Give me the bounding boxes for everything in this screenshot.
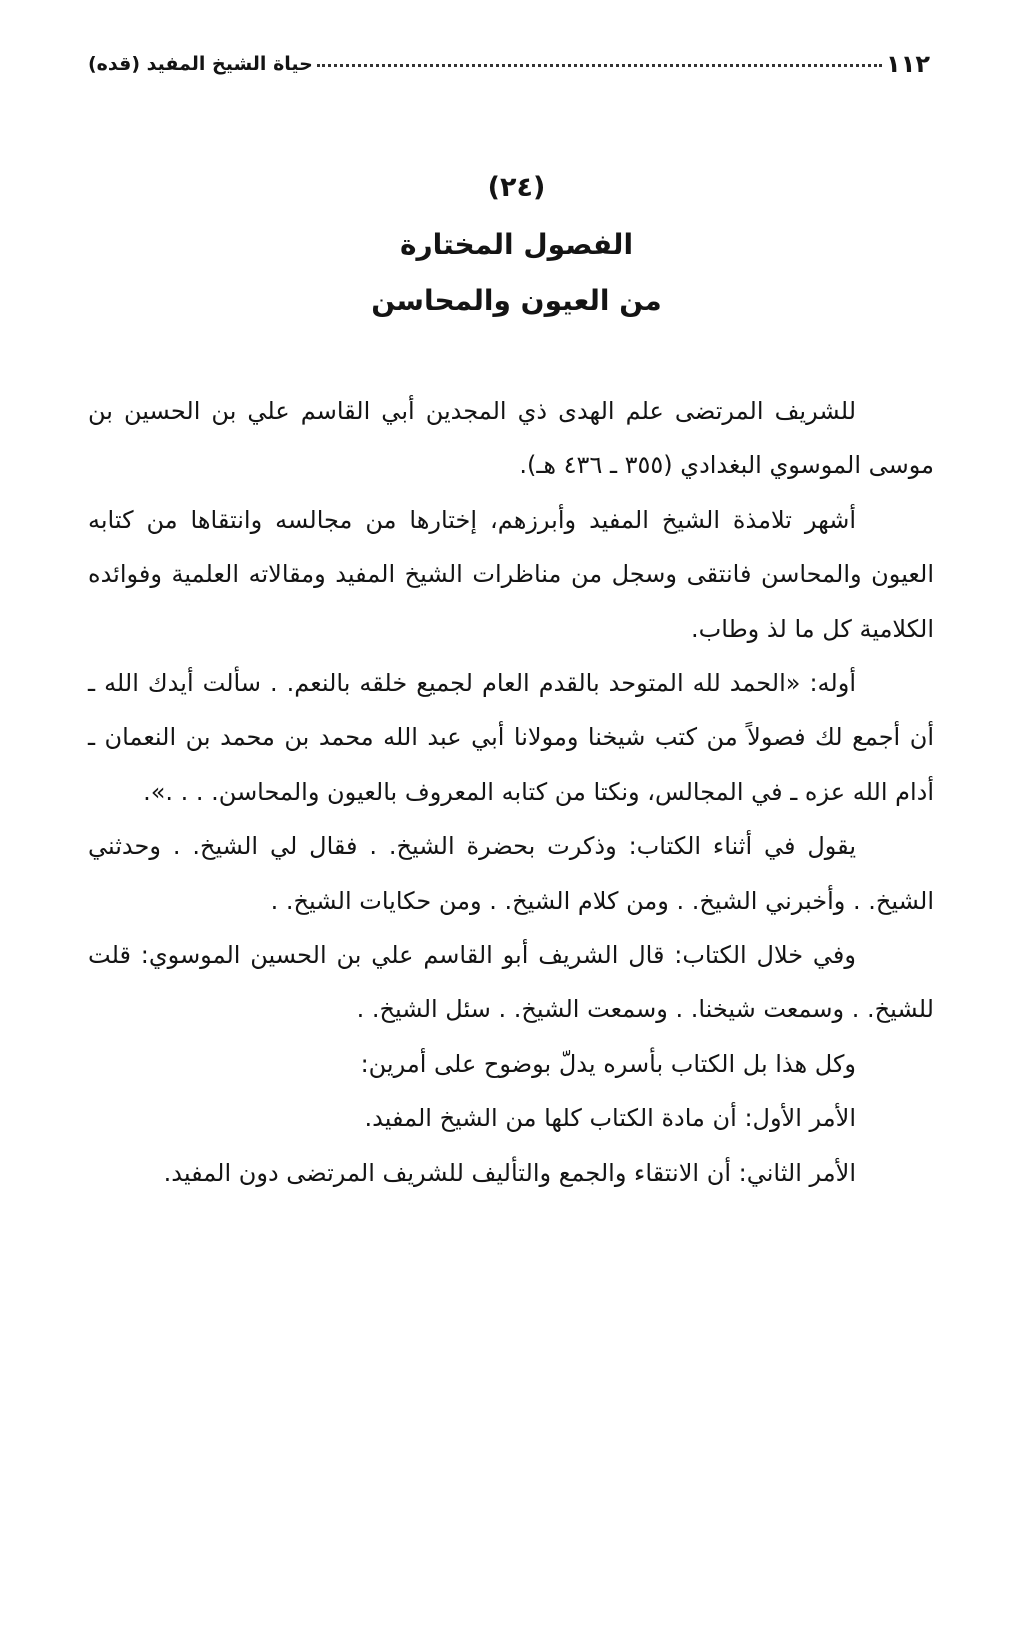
header-leader-dots — [317, 44, 882, 67]
paragraph-in-book: يقول في أثناء الكتاب: وذكرت بحضرة الشيخ. . فقال لي الشيخ. . وحدثني الشيخ. . وأخبرني الشيخ. . ومن كلام الشيخ. . ومن حكايات الشيخ. . — [88, 832, 934, 915]
paragraph-description: أشهر تلامذة الشيخ المفيد وأبرزهم، إختارها من مجالسه وانتقاها من كتابه العيون والمحاسن فانتقى وسجل من مناظرات الشيخ المفيد ومقالاته العلمية وفوائده الكلامية كل ما لذ وطاب. — [88, 505, 934, 643]
paragraph-opening-quote: أوله: «الحمد لله المتوحد بالقدم العام لجميع خلقه بالنعم. . سألت أيدك الله ـ أن أجمع لك فصولاً من كتب شيخنا ومولانا أبي عبد الله محمد بن محمد بن النعمان ـ أدام الله عزه ـ في المجالس، ونكتا من كتابه المعروف بالعيون والمحاسن. . . .». — [88, 669, 934, 806]
body-text — [88, 384, 934, 1200]
running-header — [88, 44, 930, 84]
paragraph-during-book: وفي خلال الكتاب: قال الشريف أبو القاسم علي بن الحسين الموسوي: قلت للشيخ. . وسمعت شيخنا. . وسمعت الشيخ. . سئل الشيخ. . — [88, 941, 934, 1024]
running-title: حياة الشيخ المفيد (قده) — [88, 53, 313, 75]
paragraph-first-matter: الأمر الأول: أن مادة الكتاب كلها من الشيخ المفيد. — [364, 1104, 856, 1133]
section-number: (٢٤) — [487, 172, 546, 203]
section-title: الفصول المختارة — [399, 228, 634, 261]
section-subtitle: من العيون والمحاسن — [371, 284, 662, 317]
paragraph-two-matters: وكل هذا بل الكتاب بأسره يدلّ بوضوح على أمرين: — [360, 1049, 856, 1078]
paragraph-author: للشريف المرتضى علم الهدى ذي المجدين أبي القاسم علي بن الحسين بن موسى الموسوي البغدادي (٣٥٥ ـ ٤٣٦ هـ). — [88, 397, 934, 480]
paragraph-second-matter: الأمر الثاني: أن الانتقاء والجمع والتأليف للشريف المرتضى دون المفيد. — [163, 1158, 856, 1187]
page-number: ١١٢ — [886, 50, 930, 78]
